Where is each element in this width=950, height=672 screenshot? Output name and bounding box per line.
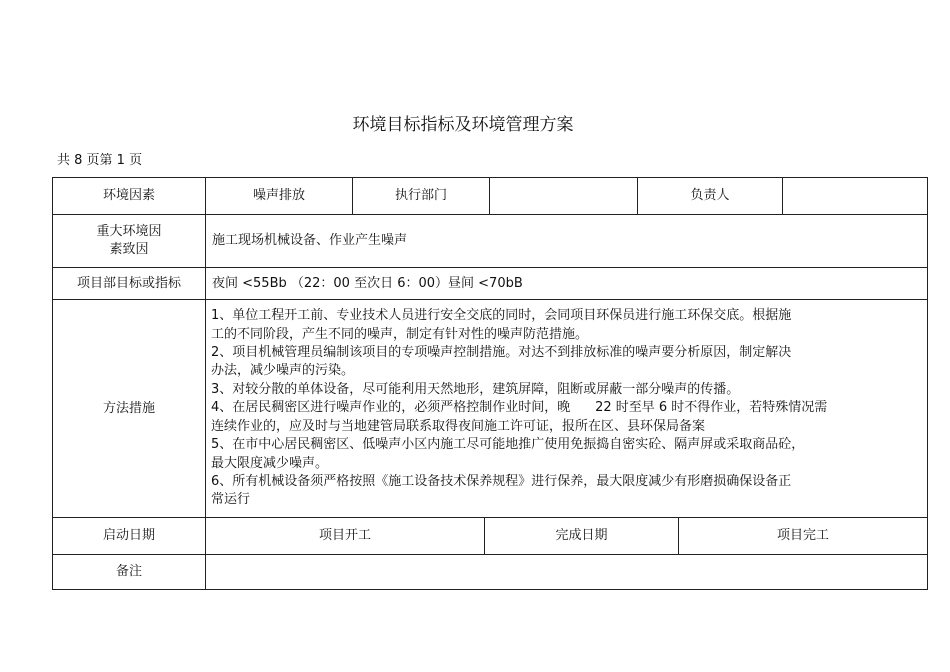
remarks-value-cell: [206, 555, 928, 590]
measures-line: 4、在居民稠密区进行噪声作业的，必须严格控制作业时间，晚 22 时至早 6 时不得作业，若特殊情况需: [211, 400, 828, 416]
page-info: 共 8 页第 1 页: [57, 153, 143, 168]
remarks-label: 备注: [115, 564, 142, 579]
start-date-label-cell: [53, 518, 206, 555]
start-date-value-cell: [206, 518, 485, 555]
measures-label-cell: [53, 300, 206, 518]
measures-line: 6、所有机械设备须严格按照《施工设备技术保养规程》进行保养，最大限度减少有形磨损确保设备正: [211, 473, 792, 489]
dept-label-cell: [353, 178, 490, 215]
dept-value-cell: [490, 178, 638, 215]
owner-value-cell: [783, 178, 928, 215]
document-title: 环境目标指标及环境管理方案: [352, 115, 574, 135]
measures-line: 常运行: [211, 492, 251, 508]
dept-label: 执行部门: [394, 188, 447, 203]
measures-line: 办法，减少噪声的污染。: [211, 363, 355, 379]
factor-label: 环境因素: [102, 188, 155, 203]
owner-label: 负责人: [690, 188, 730, 203]
end-date-label-cell: [485, 518, 679, 555]
measures-line: 3、对较分散的单体设备，尽可能利用天然地形，建筑屏障，阻断或屏蔽一部分噪声的传播。: [211, 381, 740, 397]
measures-line: 最大限度减少噪声。: [211, 455, 329, 471]
factor-value: 噪声排放: [252, 188, 305, 203]
measures-line: 5、在市中心居民稠密区、低噪声小区内施工尽可能地推广使用免振捣自密实砼、隔声屏或采取商品砼，: [211, 437, 805, 453]
target-label-cell: [53, 268, 206, 300]
environment-plan-table: [52, 177, 928, 590]
target-value-cell: [206, 268, 928, 300]
cause-label-line2: 素致因: [109, 242, 149, 257]
measures-line: 连续作业的，应及时与当地建管局联系取得夜间施工许可证，报所在区、县环保局备案: [211, 418, 706, 434]
factor-label-cell: [53, 178, 206, 215]
end-date-value: 项目完工: [776, 528, 829, 543]
cause-label-cell: [53, 215, 206, 268]
cause-value: 施工现场机械设备、作业产生噪声: [212, 233, 408, 248]
start-date-label: 启动日期: [102, 528, 155, 543]
measures-line: 工的不同阶段，产生不同的噪声，制定有针对性的噪声防范措施。: [211, 326, 589, 342]
end-date-label: 完成日期: [555, 528, 608, 543]
cause-value-cell: [206, 215, 928, 268]
owner-label-cell: [638, 178, 783, 215]
measures-text-cell: [206, 300, 928, 518]
cause-label-line1: 重大环境因: [96, 224, 162, 239]
measures-line: 1、单位工程开工前、专业技术人员进行安全交底的同时，会同项目环保员进行施工环保交底。根据施: [211, 308, 792, 324]
factor-value-cell: [206, 178, 353, 215]
measures-label: 方法措施: [102, 400, 155, 416]
start-date-value: 项目开工: [318, 528, 371, 543]
target-value: 夜间 <55Bb （22：00 至次日 6：00）昼间 <70bB: [212, 275, 523, 291]
measures-line: 2、项目机械管理员编制该项目的专项噪声控制措施。对达不到排放标准的噪声要分析原因，制定解决: [211, 345, 792, 361]
target-label: 项目部目标或指标: [76, 275, 181, 291]
remarks-label-cell: [53, 555, 206, 590]
end-date-value-cell: [679, 518, 928, 555]
